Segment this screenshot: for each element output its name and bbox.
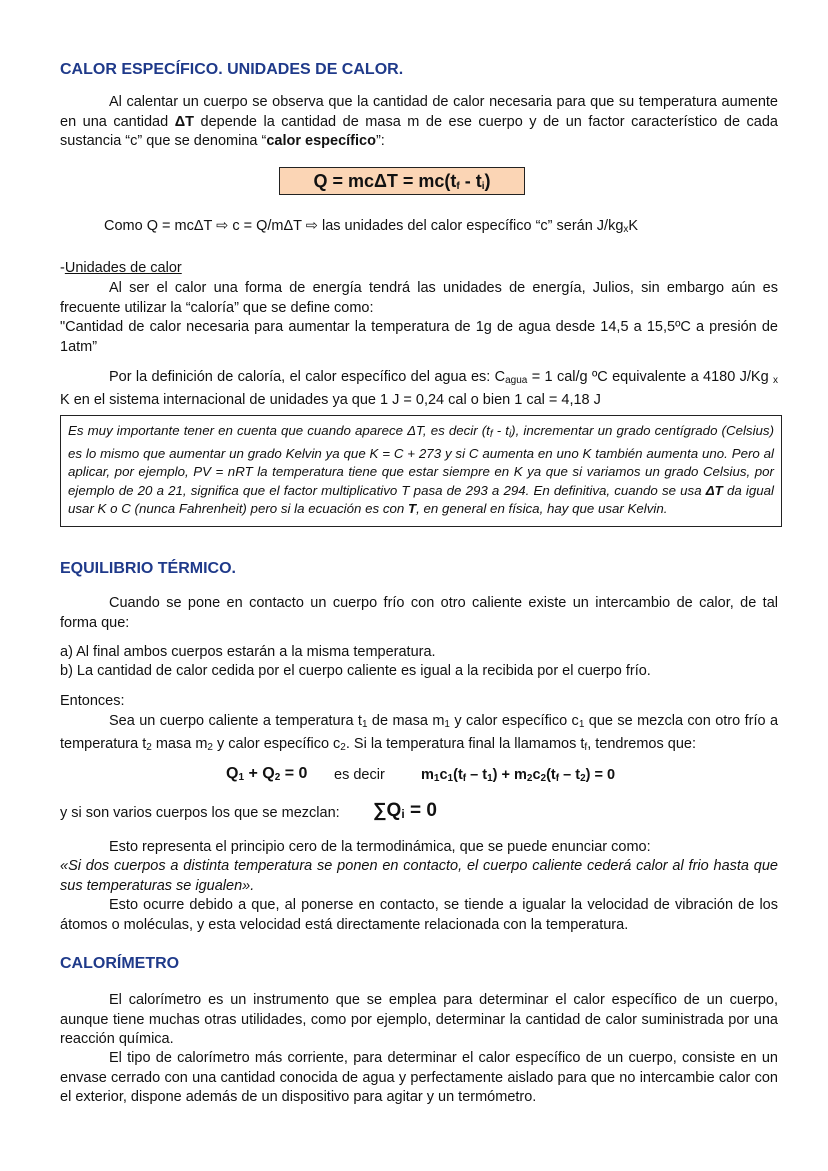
formula-box-specific-heat: $Q = mc\Delta T = mc(t_f - t_i)$ [279, 167, 525, 195]
paragraph-water-specific-heat: Por la definición de caloría, el calor específico del agua es: $C_{agua} = 1$ cal/g ºC equivalente a 4180 J/Kg $_x$ K en el sistema internacional de unidades ya que 1 J = 0,24 cal o bien 1 cal = 4,18 J [60, 369, 778, 408]
equation-expanded: $m_1c_1(t_f - t_1) + m_2c_2(t_f - t_2) = 0$ [421, 767, 616, 784]
paragraph-units-1: Al ser el calor una forma de energía tendrá las unidades de energía, Julios, sin embargo aún es frecuente utilizar la “caloría” que se define como: [60, 280, 778, 316]
heading-calorimetro: CALORÍMETRO [60, 955, 180, 972]
paragraph-vibration: Esto ocurre debido a que, al ponerse en contacto, se tiende a igualar la velocidad de vibración de los átomos o moléculas, y esta velocidad está directamente relacionada con la temperatura. [60, 897, 778, 933]
label-multiple-bodies: y si son varios cuerpos los que se mezclan: [60, 805, 340, 821]
subheading-unidades-de-calor: -Unidades de calor [60, 260, 182, 276]
equation-heat-balance: $Q_1 + Q_2 = 0$ [226, 765, 308, 783]
paragraph-intro: Al calentar un cuerpo se observa que la cantidad de calor necesaria para que su temperatura aumente en una cantidad ΔT depende la cantidad de masa m de ese cuerpo y de un factor característico de cada sustancia “c” que se denomina “calor específico”: [60, 94, 778, 149]
list-item-a: a) Al final ambos cuerpos estarán a la misma temperatura. [60, 644, 436, 660]
paragraph-calorie-definition: "Cantidad de calor necesaria para aumentar la temperatura de 1g de agua desde 14,5 a 15,5ºC a presión de 1atm” [60, 319, 778, 355]
paragraph-equilibrium-intro: Cuando se pone en contacto un cuerpo frío con otro caliente existe un intercambio de calor, de tal forma que: [60, 595, 778, 631]
paragraph-mixture-setup: Sea un cuerpo caliente a temperatura $t_1$ de masa $m_1$ y calor específico $c_1$ que se mezcla con otro frío a temperatura $t_2$ masa $m_2$ y calor específico $c_2$. Si la temperatura final la llamamos $t_f$, tendremos que: [60, 713, 779, 753]
paragraph-calorimeter-2: El tipo de calorímetro más corriente, para determinar el calor específico de un cuerpo, consiste en un envase cerrado con una cantidad conocida de agua y perfectamente aislado para que no intercambie calor con el exterior, dispone además de un dispositivo para agitar y un termómetro. [60, 1050, 778, 1105]
label-entonces: Entonces: [60, 693, 125, 709]
equation-sum: $\sum Q_i = 0$ [373, 800, 437, 821]
label-es-decir: es decir [334, 767, 385, 783]
paragraph-zeroth-law: Esto representa el principio cero de la termodinámica, que se puede enunciar como: [109, 839, 651, 855]
list-item-b: b) La cantidad de calor cedida por el cuerpo caliente es igual a la recibida por el cuerpo frío. [60, 663, 651, 679]
heading-calor-especifico: CALOR ESPECÍFICO. UNIDADES DE CALOR. [60, 61, 404, 78]
units-line: Como Q = mcΔT ⇨ c = Q/mΔT ⇨ las unidades del calor específico “c” serán $J/kg_xK$ [104, 218, 639, 235]
quote-zeroth-law: «Si dos cuerpos a distinta temperatura se ponen en contacto, el cuerpo caliente cederá calor al frio hasta que sus temperaturas se igualen». [60, 858, 778, 894]
note-box-kelvin: Es muy importante tener en cuenta que cuando aparece ΔT, es decir $(t_f - t_i)$, incrementar un grado centígrado (Celsius) es lo mismo que aumentar un grado Kelvin ya que K = C + 273 y si C aumenta en uno K también aumenta uno. Pero al aplicar, por ejemplo, PV = nRT la temperatura tiene que estar siempre en K ya que si variamos un grado Celsius, por ejemplo de 20 a 21, significa que el factor multiplicativo T pasa de 293 a 294. En definitiva, cuando se usa ΔT da igual usar K o C (nunca Fahrenheit) pero si la ecuación es con T, en general en física, hay que usar Kelvin. [60, 415, 782, 527]
heading-equilibrio-termico: EQUILIBRIO TÉRMICO. [60, 560, 236, 577]
paragraph-calorimeter-1: El calorímetro es un instrumento que se emplea para determinar el calor específico de un cuerpo, aunque tiene muchas otras utilidades, como por ejemplo, determinar la cantidad de calor suministrada por una reacción química. [60, 992, 778, 1047]
